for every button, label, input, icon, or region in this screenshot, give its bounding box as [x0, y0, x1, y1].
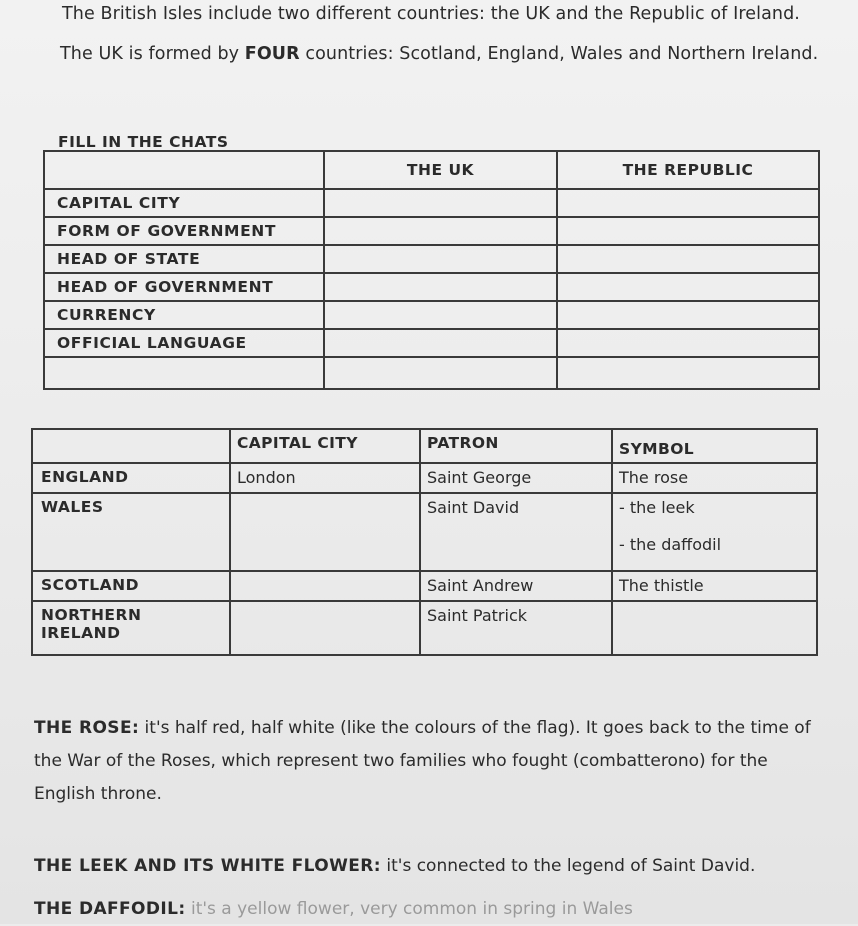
rose-text: it's half red, half white (like the colours of the flag). It goes back to the time of the War of the Roses, which represent two families who fought (combatterono) for the English throne. [34, 718, 811, 804]
capital-cell[interactable]: London [230, 463, 420, 493]
row-label: CAPITAL CITY [44, 189, 324, 217]
row-label: OFFICIAL LANGUAGE [44, 329, 324, 357]
symbol-cell [612, 493, 817, 571]
header-republic: THE REPUBLIC [557, 151, 819, 189]
patron-cell: Saint David [420, 493, 612, 571]
empty-cell [44, 357, 324, 389]
intro-line-2-post: countries: Scotland, England, Wales and Northern Ireland. [299, 44, 819, 64]
patron-cell: Saint George [420, 463, 612, 493]
table-row [44, 357, 819, 389]
symbol-cell[interactable] [612, 601, 817, 655]
answer-cell[interactable] [324, 301, 557, 329]
country-scotland: SCOTLAND [32, 571, 230, 601]
answer-cell[interactable] [557, 189, 819, 217]
answer-cell[interactable] [557, 301, 819, 329]
answer-cell[interactable] [557, 357, 819, 389]
table-row [44, 273, 819, 301]
table-row [32, 493, 817, 571]
symbol-text: - the daffodil [619, 535, 722, 554]
leek-paragraph [34, 850, 834, 883]
daffodil-heading: THE DAFFODIL: [34, 899, 186, 919]
capital-cell[interactable] [230, 601, 420, 655]
intro-line-2-pre: The UK is formed by [60, 44, 245, 64]
fill-in-title: FILL IN THE CHATS [58, 133, 229, 151]
daffodil-text: it's a yellow flower, very common in spring in Wales [185, 899, 633, 919]
table-row [44, 151, 819, 189]
header-uk: THE UK [324, 151, 557, 189]
header-empty [44, 151, 324, 189]
leek-text: it's connected to the legend of Saint David. [380, 856, 756, 876]
table-row [32, 571, 817, 601]
capital-cell[interactable] [230, 571, 420, 601]
answer-cell[interactable] [324, 189, 557, 217]
intro-line-2-bold: FOUR [244, 44, 300, 64]
rose-heading: THE ROSE: [34, 718, 140, 738]
answer-cell[interactable] [324, 357, 557, 389]
daffodil-paragraph [34, 893, 834, 926]
answer-cell[interactable] [324, 273, 557, 301]
row-label: HEAD OF GOVERNMENT [44, 273, 324, 301]
answer-cell[interactable] [324, 217, 557, 245]
symbol-text: The thistle [619, 576, 704, 595]
header-patron: PATRON [420, 429, 612, 463]
header-symbol: SYMBOL [612, 429, 817, 463]
header-empty [32, 429, 230, 463]
table-row [44, 301, 819, 329]
row-label: CURRENCY [44, 301, 324, 329]
table-row [44, 329, 819, 357]
country-wales: WALES [32, 493, 230, 571]
table-row [44, 189, 819, 217]
answer-cell[interactable] [324, 329, 557, 357]
leek-heading: THE LEEK AND ITS WHITE FLOWER: [34, 856, 381, 876]
row-label: HEAD OF STATE [44, 245, 324, 273]
rose-paragraph [34, 712, 834, 811]
countries-table [31, 428, 818, 656]
symbol-text: - the leek [619, 498, 695, 517]
country-northern-ireland: NORTHERN IRELAND [32, 601, 230, 655]
answer-cell[interactable] [557, 245, 819, 273]
table-row [44, 217, 819, 245]
answer-cell[interactable] [557, 273, 819, 301]
symbol-cell [612, 463, 817, 493]
answer-cell[interactable] [557, 217, 819, 245]
table-row [32, 463, 817, 493]
patron-cell: Saint Andrew [420, 571, 612, 601]
comparison-table [43, 150, 820, 390]
capital-cell[interactable] [230, 493, 420, 571]
patron-cell: Saint Patrick [420, 601, 612, 655]
header-capital: CAPITAL CITY [230, 429, 420, 463]
answer-cell[interactable] [324, 245, 557, 273]
symbol-text: The rose [619, 468, 689, 487]
table-row [32, 429, 817, 463]
answer-cell[interactable] [557, 329, 819, 357]
intro-line-2 [60, 44, 818, 64]
table-row [44, 245, 819, 273]
table-row [32, 601, 817, 655]
intro-line-1: The British Isles include two different countries: the UK and the Republic of Ireland. [62, 4, 800, 24]
row-label: FORM OF GOVERNMENT [44, 217, 324, 245]
country-england: ENGLAND [32, 463, 230, 493]
symbol-cell [612, 571, 817, 601]
